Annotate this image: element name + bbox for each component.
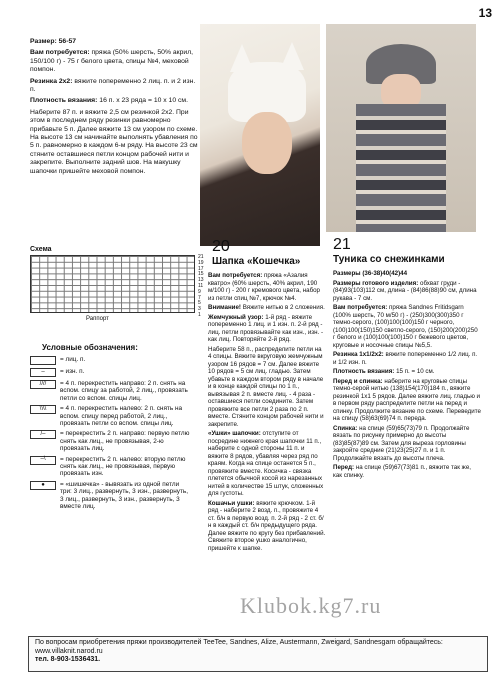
- p21-materials: Вам потребуется: пряжа Sandnes Fritidsgarn (100% шерсть, 70 м/50 г) - (250)300(300)350 г темно-серого, (100)100(100)150 г черного, (100)100(150)150 светло-серого, (150)200(200)250 г белого и (100)100(100)150 г бежевого цветов, круговые и носочные спицы №5,5.: [333, 304, 478, 349]
- chart-row-number: 9: [198, 288, 201, 295]
- legend-text: = 4 п. перекрестить направо: 2 п. снять на вспом. спицу за работой, 2 лиц., провязать петли со вспом. спицы лиц.: [60, 380, 188, 402]
- knitting-chart: [30, 255, 195, 313]
- p20-note: Внимание! Вяжите нитью в 2 сложения.: [208, 304, 325, 311]
- pattern21-text: [333, 270, 481, 481]
- p20-materials: Вам потребуется: пряжа «Азалия кватро» (60% шерсть, 40% акрил, 190 м/100 г) - 200 г кремового цвета, набор из петли спиц №7, крючок №4.: [208, 272, 320, 302]
- watermark: Klubok.kg7.ru: [240, 593, 382, 618]
- legend-text: = лиц. п.: [60, 356, 86, 363]
- pattern21-title: Туника со снежинками: [333, 254, 445, 265]
- instructions-para: Наберите 87 п. и вяжите 2,5 см резинкой 2х2. При этом в последнем ряду резинки равномерно прибавьте 5 п. Далее вяжите 13 см узором по схеме. На высоте 13 см начинайте выполнять убавления по 5 п. равномерно в каждом 6-м ряду. На высоте 23 см стяните оставшиеся петли концом рабочей нити и закрепите. Выполните задний шов. На макушку шапочки пришейте меховой помпон.: [30, 108, 198, 175]
- legend-item: [30, 456, 190, 478]
- rib-para: Резинка 2х2: вяжите попеременно 2 лиц. п. и 2 изн. п.: [30, 77, 196, 94]
- chart-row-number: 1: [198, 311, 201, 318]
- density-para: Плотность вязания: 16 п. х 23 ряда = 10 х 10 см.: [30, 97, 188, 105]
- p21-back: Перед: на спице (59)67(73)81 п., вяжите так же, как спинку.: [333, 464, 471, 479]
- legend-text: = перекрестить 2 п. налево: вторую петлю снять как лиц., не провязывая, первую провязать изн.: [60, 455, 186, 478]
- p21-rib: Резинка 1х1/2х2: вяжите попеременно 1/2 лиц. п. и 1/2 изн. п.: [333, 351, 478, 366]
- legend-symbol-icon: /–: [30, 430, 56, 439]
- legend-item: [30, 380, 190, 402]
- hat-photo: [200, 24, 320, 246]
- legend-symbol-icon: \\\\: [30, 405, 56, 414]
- p21-sleeve: Спинка: на спице (59)65(73)79 п. Продолжайте вязать по рисунку примерно до высоты (83)85(87)89 см. Затем для выреза горловины закройте средние (21)23(25)27 п. и 1 п. Продолжайте вязать до высоты плеча.: [333, 424, 470, 462]
- legend-text: = «шишечка» - вывязать из одной петли три: 3 лиц., развернуть, 3 изн., развернуть, 3 лиц., развернуть, 3 изн., развернуть, 3 вместе лиц.: [60, 480, 188, 511]
- chart-row-number: 21: [198, 254, 204, 260]
- legend-text: = перекрестить 2 п. направо: первую петлю снять как лиц., не провязывая, 2-ю провязать лиц.: [60, 430, 190, 453]
- legend-symbol-icon: [30, 356, 56, 365]
- model-face: [242, 112, 292, 174]
- legend-symbol-icon: ////: [30, 380, 56, 389]
- chart-row-number: 17: [198, 265, 204, 272]
- pattern20-text: [208, 272, 326, 554]
- raport-label: Раппорт: [86, 316, 109, 322]
- legend-symbol-icon: –\: [30, 456, 56, 465]
- legend-item: [30, 356, 190, 365]
- p21-sizes: Размеры (36-38)40(42)44: [333, 270, 408, 277]
- legend-symbol-icon: ●: [30, 481, 56, 490]
- legend-item: [30, 430, 190, 452]
- p21-finished: Размеры готового изделия: обхват груди - (84)93(103)112 см, длина - (84)86(88)90 см, длина рукава - 7 см.: [333, 279, 477, 302]
- p20-ears: «Ушки» шапочки: отступите от посредине нижнего края шапочки 11 п., наберите с одной стороны 11 п. и вяжите 8 рядов, убавляя через ряд по краям. Когда на спице останется 5 п., провяжите вместе. Косичка - связка плетется обычной косой из нарезанных нитей в количестве 15 штук, сложенных для густоты.: [208, 430, 324, 497]
- chart-row-number: 11: [198, 282, 204, 289]
- tunic-body: [356, 104, 446, 232]
- left-column: [30, 38, 200, 179]
- p20-pearl: Жемчужный узор: 1-й ряд - вяжите попеременно 1 лиц. и 1 изн. п. 2-й ряд - лиц. петли провязывайте как изн., изн. - как лиц. Повторяйте 2-й ряд.: [208, 313, 324, 343]
- p20-body: Наберите 58 п., распределите петли на 4 спицы. Вяжите вкруговую жемчужным узором 16 рядов = 7 см. Далее вяжите 10 рядов = 5 см лиц. гладью. Затем убавьте в каждом втором ряду в начале и в конце каждой спицы по 1 п., вывязывая 2 п. вместе лиц. - 4 раза - оставшиеся петли соедините. Затем провяжите все петли 2 раза по 2 п. вместе. Стяните концом рабочей нити и закрепите.: [208, 345, 324, 428]
- chart-row-number: 3: [198, 306, 201, 313]
- page-number: 13: [478, 6, 492, 20]
- chart-row-number: 19: [198, 259, 204, 266]
- chart-row-number: 15: [198, 271, 204, 278]
- legend-item: [30, 405, 190, 427]
- tunic-photo: [326, 24, 476, 232]
- footer-box: [28, 636, 488, 672]
- legend-text: = изн. п.: [60, 368, 85, 375]
- footer-line-1: По вопросам приобретения пряжи производителей TeeTee, Sandnes, Alize, Austermann, Zweigard, Sandnesgarn обращайтесь: www.villaknit.narod.ru: [35, 639, 443, 655]
- p21-density: Плотность вязания: 15 п. = 10 см.: [333, 368, 435, 375]
- chart-row-number: 13: [198, 277, 204, 284]
- size-line: Размер: 56-57: [30, 38, 77, 45]
- p20-trim: Кошачьи ушки: вяжите крючком. 1-й ряд - наберите 2 возд. п., провяжите 4 ст. б/н в первую возд. п. 2-й ряд - 2 ст. б/н в каждый ст. б/н предыдущего ряда. Далее вяжите по кругу без прибавлений. Свяжите второе ушко аналогично, пришейте к шапке.: [208, 499, 326, 552]
- chart-row-numbers: [198, 255, 206, 319]
- legend-title: Условные обозначения:: [42, 343, 138, 352]
- chart-row-number: 7: [198, 294, 201, 301]
- legend-item: [30, 481, 190, 511]
- chart-label: Схема: [30, 246, 52, 253]
- p21-front: Перед и спинка: наберите на круговые спицы темно-серой нитью (138)154(170)184 п., вяжите резинкой 1х1 5 рядов. Далее вяжите лиц. гладью и в первом ряду распределите петли на перед и спинку. Продолжите вязание по схеме. Переведите на спицу (58)63(69)74 п. переда.: [333, 377, 481, 422]
- materials-para: Вам потребуется: пряжа (50% шерсть, 50% акрил, 150/100 г) - 75 г белого цвета, спицы №4, меховой помпон.: [30, 49, 194, 74]
- pattern20-number: 20: [212, 238, 230, 255]
- legend-item: [30, 368, 190, 377]
- legend: [30, 356, 190, 514]
- pattern21-number: 21: [333, 236, 351, 253]
- legend-text: = 4 п. перекрестить налево: 2 п. снять на вспом. спицу перед работой, 2 лиц., провязать петли со вспом. спицы лиц.: [60, 405, 183, 428]
- legend-symbol-icon: –: [30, 368, 56, 377]
- footer-line-2: тел. 8-903-1536431.: [35, 656, 101, 663]
- pattern20-title: Шапка «Кошечка»: [212, 256, 301, 267]
- chart-row-number: 5: [198, 300, 201, 307]
